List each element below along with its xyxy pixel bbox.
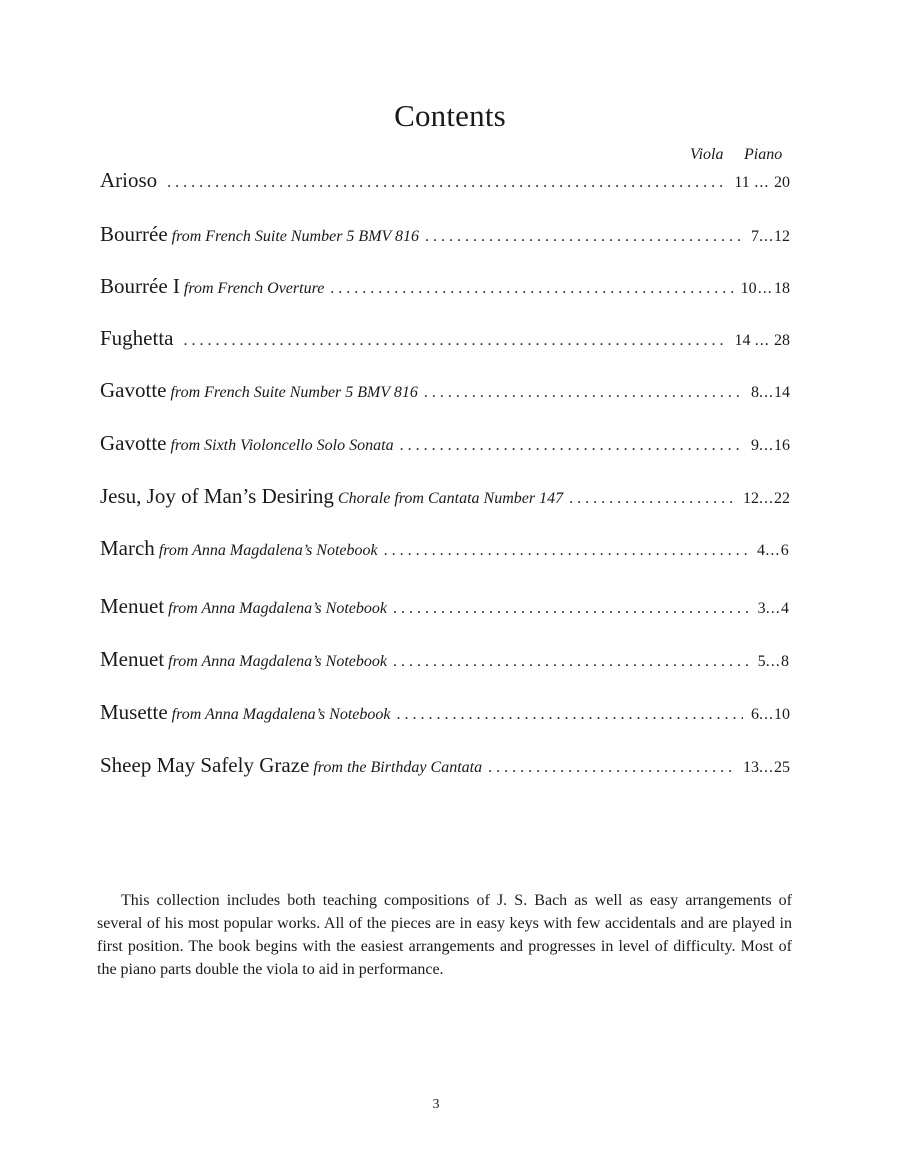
piano-page: 22 xyxy=(774,490,790,507)
page-separator: ... xyxy=(754,332,770,349)
viola-page: 10 xyxy=(740,280,757,297)
dot-leader xyxy=(400,437,744,455)
toc-entry xyxy=(100,168,790,198)
viola-page: 14 xyxy=(734,332,751,349)
viola-page: 12 xyxy=(743,490,759,507)
piano-page: 25 xyxy=(774,759,790,776)
viola-page: 3 xyxy=(757,600,766,617)
intro-paragraph: This collection includes both teaching compositions of J. S. Bach as well as easy arrangements of several of his most popular works. All of the pieces are in easy keys with few accidentals and are played in first position. The book begins with the easiest arrangements and progresses in level of difficulty. Most of the piano parts double the viola to aid in performance. xyxy=(97,892,792,978)
piece-source: from Sixth Violoncello Solo Sonata xyxy=(170,437,394,454)
viola-page: 9 xyxy=(751,437,759,454)
piece-source: from the Birthday Cantata xyxy=(313,759,483,776)
viola-page: 7 xyxy=(751,228,759,245)
viola-column-header: Viola xyxy=(690,146,724,163)
piece-title: Arioso xyxy=(100,168,158,192)
viola-page: 6 xyxy=(751,706,759,723)
dot-leader xyxy=(424,384,744,402)
dot-leader xyxy=(569,490,737,508)
piece-title: Bourrée xyxy=(100,222,168,246)
piece-title: Jesu, Joy of Man’s Desiring xyxy=(100,484,334,508)
piece-title: Bourrée I xyxy=(100,274,180,298)
page-separator: ... xyxy=(759,384,774,401)
toc-entry xyxy=(100,536,790,566)
piano-page: 12 xyxy=(774,228,790,245)
dot-leader xyxy=(184,332,729,350)
piece-title: Sheep May Safely Graze xyxy=(100,753,310,777)
toc-entry xyxy=(100,326,790,356)
piece-title: Gavotte xyxy=(100,378,167,402)
piano-page: 20 xyxy=(774,174,790,191)
page-separator: ... xyxy=(759,759,774,776)
viola-page: 13 xyxy=(743,759,759,776)
dot-leader xyxy=(393,600,750,618)
piano-page: 6 xyxy=(780,542,789,559)
piece-title: Musette xyxy=(100,700,168,724)
viola-page: 8 xyxy=(751,384,759,401)
page-separator: ... xyxy=(759,228,774,245)
piece-source: from Anna Magdalena’s Notebook xyxy=(171,706,391,723)
dot-leader xyxy=(167,174,728,192)
piece-source: from Anna Magdalena’s Notebook xyxy=(168,600,387,617)
toc-entry xyxy=(100,378,790,408)
dot-leader xyxy=(396,706,743,724)
dot-leader xyxy=(488,759,737,777)
toc-entry xyxy=(100,431,790,461)
piece-title: Menuet xyxy=(100,594,165,618)
viola-page: 5 xyxy=(757,653,766,670)
page-separator: ... xyxy=(765,653,781,670)
toc-entry xyxy=(100,484,790,514)
page-separator: ... xyxy=(757,280,773,297)
piece-source: from French Overture xyxy=(183,280,325,297)
page-separator: ... xyxy=(765,600,781,617)
viola-page: 4 xyxy=(756,542,765,559)
dot-leader xyxy=(425,228,744,246)
piece-source: from French Suite Number 5 BMV 816 xyxy=(170,384,418,401)
piano-column-header: Piano xyxy=(744,146,783,163)
viola-page: 11 xyxy=(734,174,750,191)
piano-page: 16 xyxy=(774,437,790,454)
piano-page: 10 xyxy=(774,706,790,723)
page-number: 3 xyxy=(432,1097,440,1112)
dot-leader xyxy=(384,542,749,560)
piano-page: 18 xyxy=(774,280,790,297)
toc-entry xyxy=(100,753,790,783)
piece-source: Chorale from Cantata Number 147 xyxy=(337,490,564,507)
dot-leader xyxy=(393,653,750,671)
piano-page: 28 xyxy=(774,332,790,349)
page-separator: ... xyxy=(754,174,770,191)
toc-entry xyxy=(100,274,790,304)
dot-leader xyxy=(330,280,734,298)
page-separator: ... xyxy=(765,542,781,559)
page-separator: ... xyxy=(759,706,774,723)
piano-page: 14 xyxy=(774,384,790,401)
toc-entry xyxy=(100,647,790,677)
piano-page: 8 xyxy=(780,653,789,670)
piece-title: Gavotte xyxy=(100,431,167,455)
piece-title: Fughetta xyxy=(100,326,174,350)
page-separator: ... xyxy=(759,437,774,454)
piece-source: from Anna Magdalena’s Notebook xyxy=(158,542,378,559)
piano-page: 4 xyxy=(780,600,789,617)
toc-entry xyxy=(100,222,790,252)
page-separator: ... xyxy=(759,490,774,507)
toc-entry xyxy=(100,594,790,624)
toc-entry xyxy=(100,700,790,730)
piece-title: Menuet xyxy=(100,647,165,671)
piece-source: from Anna Magdalena’s Notebook xyxy=(168,653,387,670)
page-title: Contents xyxy=(394,98,506,133)
piece-title: March xyxy=(100,536,155,560)
piece-source: from French Suite Number 5 BMV 816 xyxy=(171,228,420,245)
